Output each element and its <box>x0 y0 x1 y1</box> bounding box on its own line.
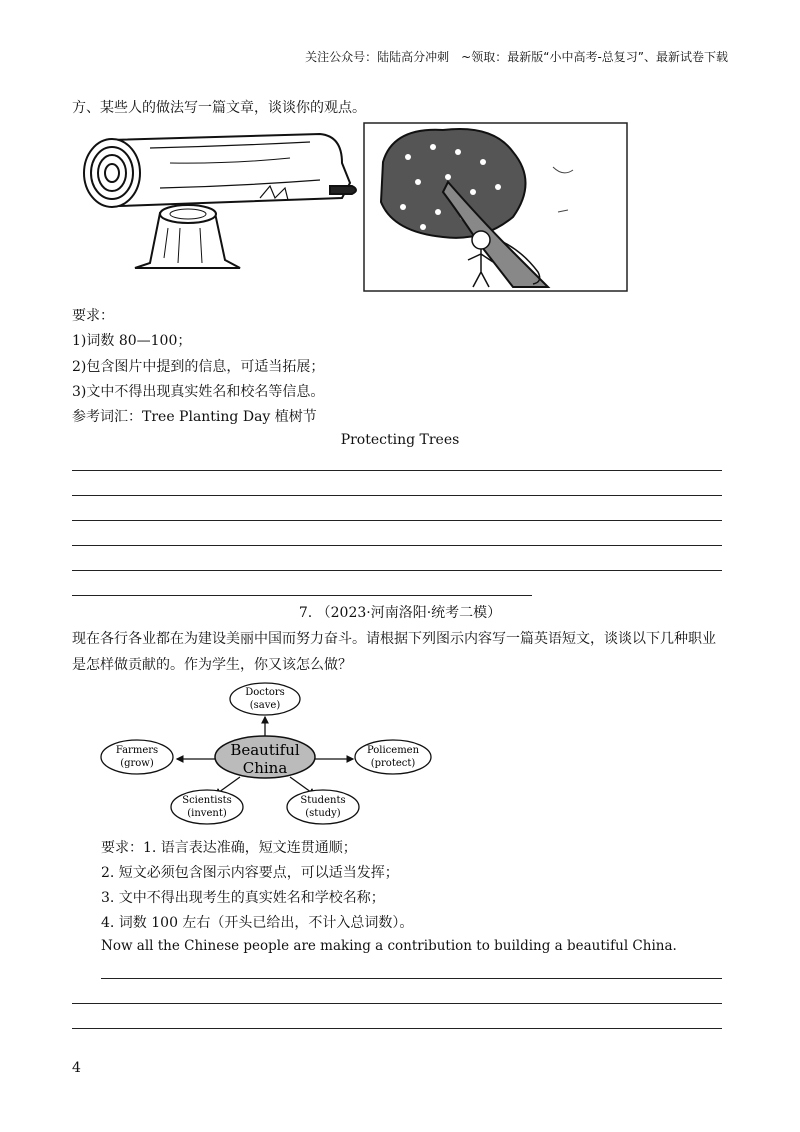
node-name: Policemen <box>366 745 420 756</box>
requirement-item: 3. 文中不得出现考生的真实姓名和学校名称； <box>101 890 385 906</box>
prompt-text: 现在各行各业都在为建设美丽中国而努力奋斗。请根据下列图示内容写一篇英语短文，谈谈以下几种职业 <box>72 631 716 647</box>
log-icon <box>84 134 356 207</box>
requirements-title: 要求： <box>72 308 114 324</box>
writing-line <box>72 1028 722 1029</box>
node-farmers <box>101 740 173 774</box>
node-verb: (study) <box>305 808 341 819</box>
writing-line <box>72 520 722 521</box>
node-name: Doctors <box>245 687 285 698</box>
requirement-item: 4. 词数 100 左右（开头已给出，不计入总词数）。 <box>101 915 414 931</box>
requirement-item: 2. 短文必须包含图示内容要点，可以适当发挥； <box>101 865 399 881</box>
center-node <box>215 736 315 778</box>
requirement-item: 1)词数 80—100； <box>72 333 192 349</box>
node-name: Scientists <box>182 795 232 806</box>
task6-intro: 方、某些人的做法写一篇文章，谈谈你的观点。 <box>72 100 366 116</box>
node-students <box>287 790 359 824</box>
vocab-hint: 参考词汇：Tree Planting Day 植树节 <box>72 409 317 425</box>
node-verb: (protect) <box>370 758 416 769</box>
node-doctors <box>230 683 300 715</box>
center-label: Beautiful <box>230 741 300 759</box>
writing-line <box>72 470 722 471</box>
question-heading: 7. （2023·河南洛阳·统考二模） <box>298 605 502 621</box>
writing-line <box>72 495 722 496</box>
node-scientists <box>171 790 243 824</box>
requirement-item: 3)文中不得出现真实姓名和校名等信息。 <box>72 384 325 400</box>
node-verb: (save) <box>249 700 281 711</box>
writing-line <box>72 1003 722 1004</box>
beautiful-china-diagram <box>95 677 435 827</box>
node-policemen <box>355 740 431 774</box>
node-verb: (invent) <box>187 808 227 819</box>
stump-icon <box>135 205 240 268</box>
requirement-item: 要求：1. 语言表达准确，短文连贯通顺； <box>101 840 357 856</box>
center-label: China <box>242 759 288 777</box>
writing-line <box>72 570 722 571</box>
essay-title: Protecting Trees <box>340 432 460 448</box>
prompt-text: 是怎样做贡献的。作为学生，你又该怎么做？ <box>72 657 352 673</box>
requirement-item: 2)包含图片中提到的信息，可适当拓展； <box>72 359 325 375</box>
node-verb: (grow) <box>120 758 154 769</box>
page-header: 关注公众号：陆陆高分冲刺 ~领取：最新版“小中高考-总复习”、最新试卷下载 <box>305 50 728 64</box>
tree-cutting-illustration <box>363 122 628 292</box>
page-number: 4 <box>72 1060 81 1076</box>
node-name: Farmers <box>115 745 159 756</box>
essay-opening: Now all the Chinese people are making a contribution to building a beautiful China. <box>101 938 677 954</box>
node-name: Students <box>300 795 346 806</box>
writing-line <box>101 978 722 979</box>
log-stump-illustration <box>80 128 360 270</box>
writing-line <box>72 595 532 596</box>
writing-line <box>72 545 722 546</box>
